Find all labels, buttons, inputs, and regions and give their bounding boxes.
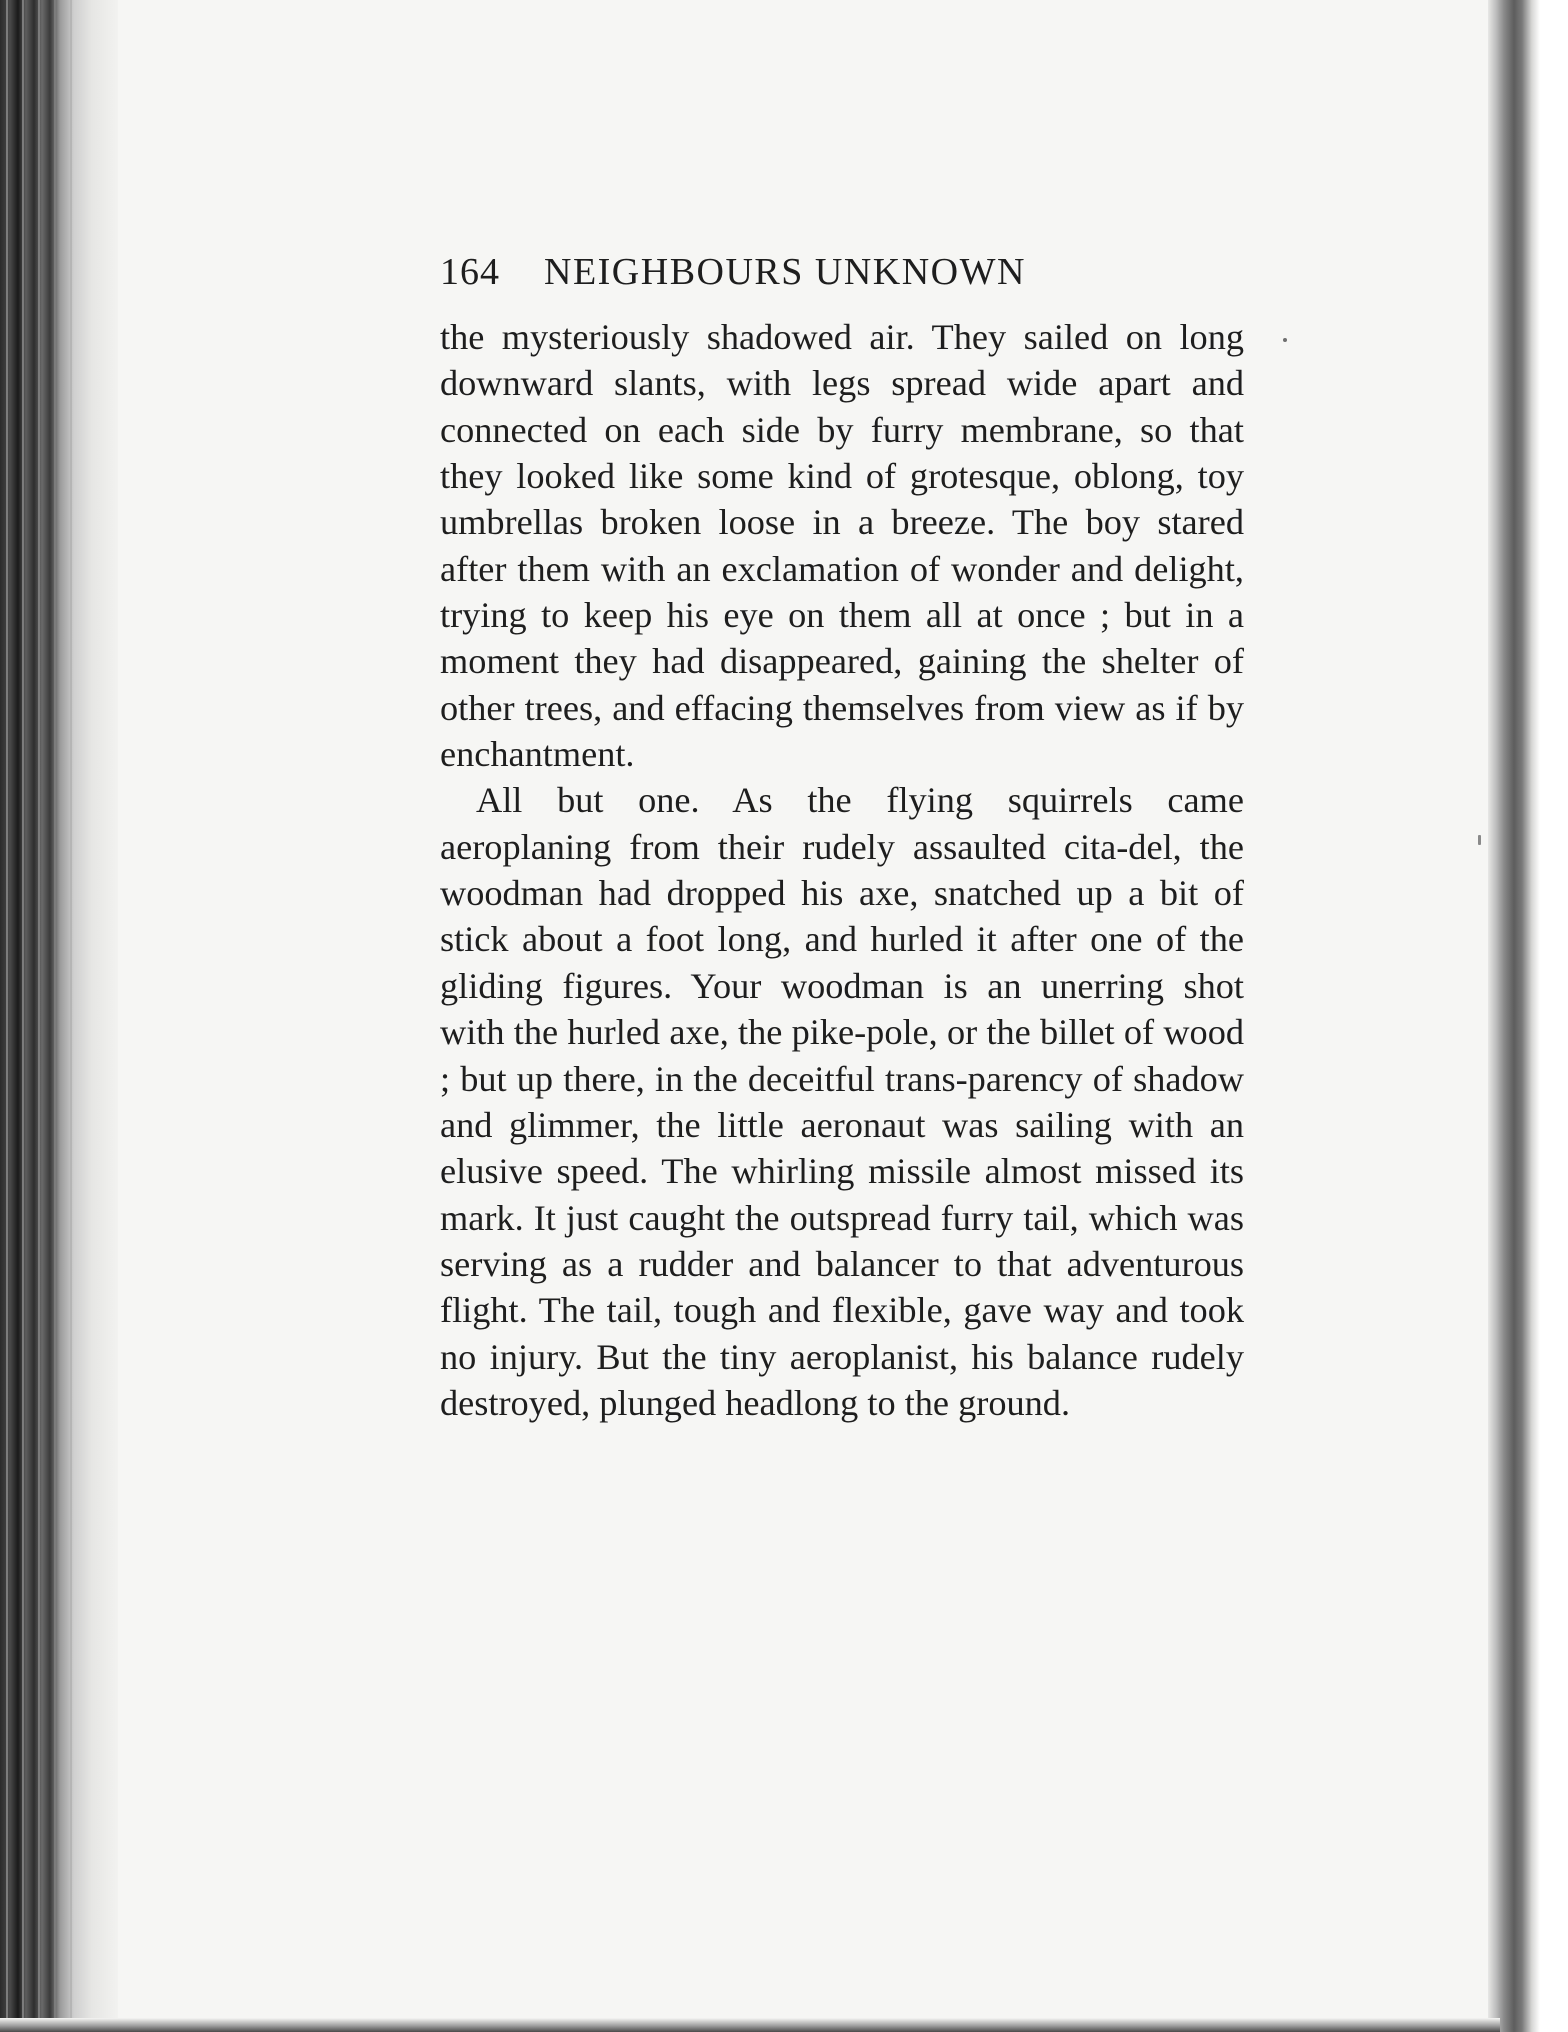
running-title: NEIGHBOURS UNKNOWN — [544, 251, 1026, 293]
page-number: 164 — [440, 251, 500, 293]
paper-speck — [1283, 338, 1287, 342]
facing-page-edge — [1488, 0, 1568, 2032]
paper-speck — [1478, 835, 1481, 845]
book-page — [440, 250, 1244, 1426]
page-edge-line — [70, 0, 72, 2032]
body-text — [440, 314, 1244, 1426]
paragraph: All but one. As the flying squirrels came aeroplaning from their rudely assaulted cita-del, the woodman had dropped his axe, snatched up a bit of stick about a foot long, and hurled it after one of the gliding figures. Your woodman is an unerring shot with the hurled axe, the pike-pole, or the billet of wood ; but up there, in the deceitful trans-parency of shadow and glimmer, the little aeronaut was sailing with an elusive speed. The whirling missile almost missed its mark. It just caught the outspread furry tail, which was serving as a rudder and balancer to that adventurous flight. The tail, tough and flexible, gave way and took no injury. But the tiny aeroplanist, his balance rudely destroyed, plunged headlong to the ground. — [440, 780, 1244, 1423]
paragraph: the mysteriously shadowed air. They sailed on long downward slants, with legs spread wide apart and connected on each side by furry membrane, so that they looked like some kind of grotesque, oblong, toy umbrellas broken loose in a breeze. The boy stared after them with an exclamation of wonder and delight, trying to keep his eye on them all at once ; but in a moment they had disappeared, gaining the shelter of other trees, and effacing themselves from view as if by enchantment. — [440, 317, 1244, 775]
book-binding-edge — [0, 0, 118, 2032]
bottom-page-edge — [0, 2018, 1500, 2032]
page-edge-line — [38, 0, 40, 2032]
page-edge-line — [54, 0, 56, 2032]
page-header — [440, 250, 1244, 314]
page-edge-line — [22, 0, 24, 2032]
page-edge-line — [6, 0, 8, 2032]
